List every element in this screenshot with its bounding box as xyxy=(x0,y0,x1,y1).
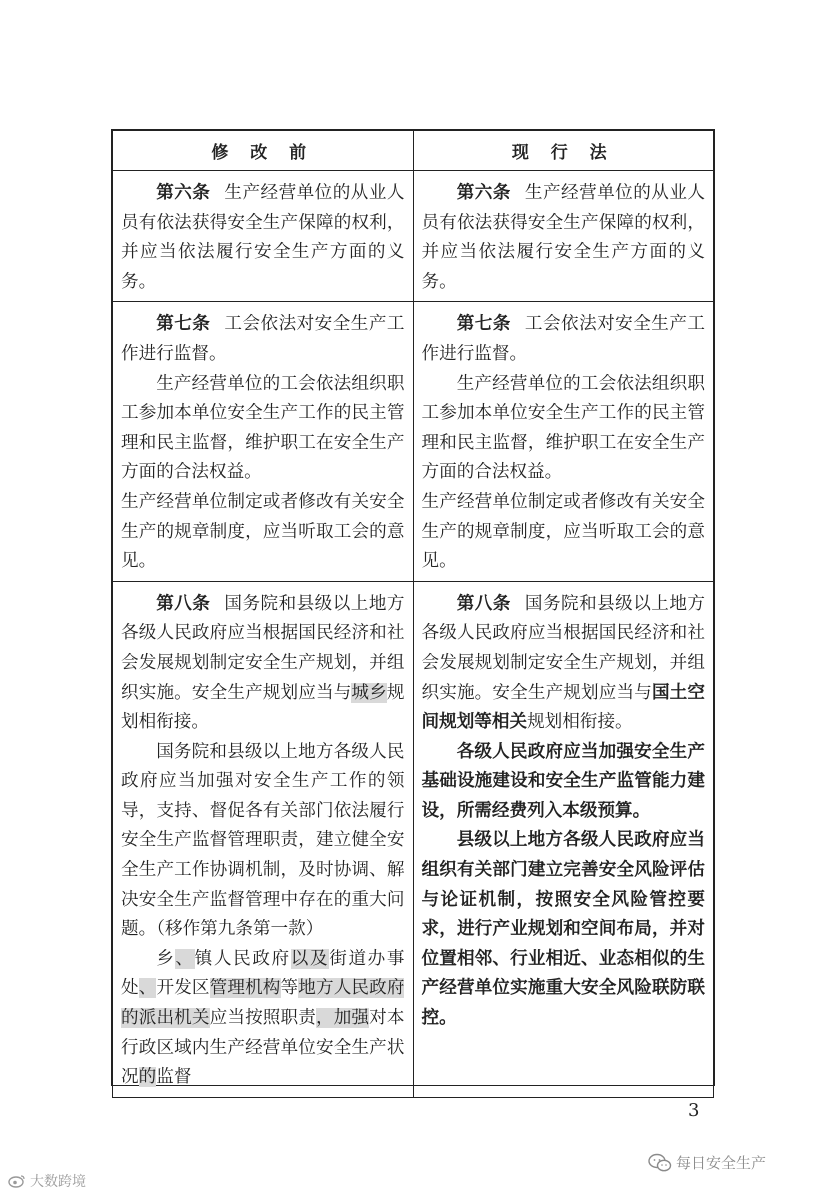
paragraph: 生产经营单位的工会依法组织职工参加本单位安全生产工作的民主管理和民主监督，维护职工在安全生产方面的合法权益。 xyxy=(121,373,405,483)
highlighted-text: 以及 xyxy=(290,948,330,969)
weibo-icon xyxy=(8,1174,26,1188)
article-label: 第七条 xyxy=(156,314,211,335)
paragraph xyxy=(422,590,706,738)
cell-before-article-8 xyxy=(113,581,414,1097)
text-run: 乡 xyxy=(156,948,176,969)
paragraph xyxy=(422,310,706,369)
paragraph xyxy=(121,945,405,1093)
article-text: 工会依法对安全生产工作进行监督。 xyxy=(121,314,405,364)
article-label: 第七条 xyxy=(456,314,511,335)
article-label: 第六条 xyxy=(156,183,211,203)
paragraph xyxy=(121,590,405,738)
cell-current-article-8 xyxy=(413,581,714,1097)
text-run: 等 xyxy=(280,978,299,999)
article-text: 国务院和县级以上地方各级人民政府应当根据国民经济和社会发展规划制定安全生产规划，并组织实施。安全生产规划应当与 xyxy=(121,593,405,703)
paragraph xyxy=(121,179,405,297)
text-run: 开发区 xyxy=(156,978,210,999)
watermark-left xyxy=(8,1171,86,1191)
watermark-left-text: 大数跨境 xyxy=(30,1174,86,1190)
cell-current-article-7 xyxy=(413,302,714,581)
article-text: 国务院和县级以上地方各级人民政府应当根据国民经济和社会发展规划制定安全生产规划，并组织实施。安全生产规划应当与 xyxy=(421,593,705,703)
article-label: 第八条 xyxy=(456,593,511,614)
highlighted-text: 、 xyxy=(175,948,195,969)
table-row-article-6 xyxy=(113,171,714,302)
watermark-right-text: 每日安全生产 xyxy=(676,1154,767,1172)
article-label: 第六条 xyxy=(456,183,511,203)
article-label: 第八条 xyxy=(156,593,211,614)
new-text: 国土空间规划等相关 xyxy=(421,682,705,733)
highlighted-text: 地方人民政府的派出机关 xyxy=(121,978,405,1029)
text-run: 应当按照职责 xyxy=(209,1008,316,1029)
cell-before-article-6 xyxy=(113,171,414,302)
article-text: 规划相衔接。 xyxy=(121,682,405,733)
paragraph xyxy=(422,179,706,297)
cell-before-article-7 xyxy=(113,302,414,581)
paragraph: 生产经营单位的工会依法组织职工参加本单位安全生产工作的民主管理和民主监督，维护职工在安全生产方面的合法权益。 xyxy=(421,373,705,483)
text-run: 监督 xyxy=(156,1067,192,1088)
paragraph: 国务院和县级以上地方各级人民政府应当加强对安全生产工作的领导，支持、督促各有关部门依法履行安全生产监督管理职责，建立健全安全生产工作协调机制，及时协调、解决安全生产监督管理中存在的重大问题。（移作第九条第一款） xyxy=(121,741,405,940)
highlighted-text: 城乡 xyxy=(351,682,387,703)
highlighted-text: 管理机构 xyxy=(209,978,281,999)
table-row-article-8 xyxy=(113,581,714,1097)
header-current-law: 现 行 法 xyxy=(413,131,714,171)
watermark-right xyxy=(648,1152,766,1173)
cell-current-article-6 xyxy=(413,171,714,302)
article-text: 工会依法对安全生产工作进行监督。 xyxy=(421,314,705,364)
page-number: 3 xyxy=(688,1100,700,1121)
article-text: 规划相衔接。 xyxy=(527,712,633,733)
table-header-row xyxy=(113,131,714,171)
text-run: 街道办事处 xyxy=(121,948,405,999)
table-row-article-7 xyxy=(113,302,714,581)
paragraph xyxy=(121,310,405,369)
highlighted-text: 的 xyxy=(138,1067,157,1088)
paragraph: 生产经营单位制定或者修改有关安全生产的规章制度，应当听取工会的意见。 xyxy=(421,491,705,572)
comparison-table-frame xyxy=(111,129,715,1086)
text-run: 镇人民政府 xyxy=(194,948,291,969)
article-text: 生产经营单位的从业人员有依法获得安全生产保障的权利，并应当依法履行安全生产方面的义务。 xyxy=(121,183,405,292)
text-run: 对本行政区域内生产经营单位安全生产状况 xyxy=(121,1008,405,1088)
new-paragraph: 各级人民政府应当加强安全生产基础设施建设和安全生产监管能力建设，所需经费列入本级预算。 xyxy=(421,741,705,821)
paragraph: 生产经营单位制定或者修改有关安全生产的规章制度，应当听取工会的意见。 xyxy=(121,491,405,572)
header-before-revision: 修 改 前 xyxy=(113,131,414,171)
highlighted-text: ，加强 xyxy=(315,1008,370,1029)
new-paragraph: 县级以上地方各级人民政府应当组织有关部门建立完善安全风险评估与论证机制，按照安全风险管控要求，进行产业规划和空间布局，并对位置相邻、行业相近、业态相似的生产经营单位实施重大安全风险联防联控。 xyxy=(421,830,705,1029)
law-comparison-table xyxy=(112,130,714,1098)
highlighted-text: 、 xyxy=(138,978,157,999)
wechat-icon xyxy=(648,1153,672,1173)
article-text: 生产经营单位的从业人员有依法获得安全生产保障的权利，并应当依法履行安全生产方面的义务。 xyxy=(421,183,705,292)
